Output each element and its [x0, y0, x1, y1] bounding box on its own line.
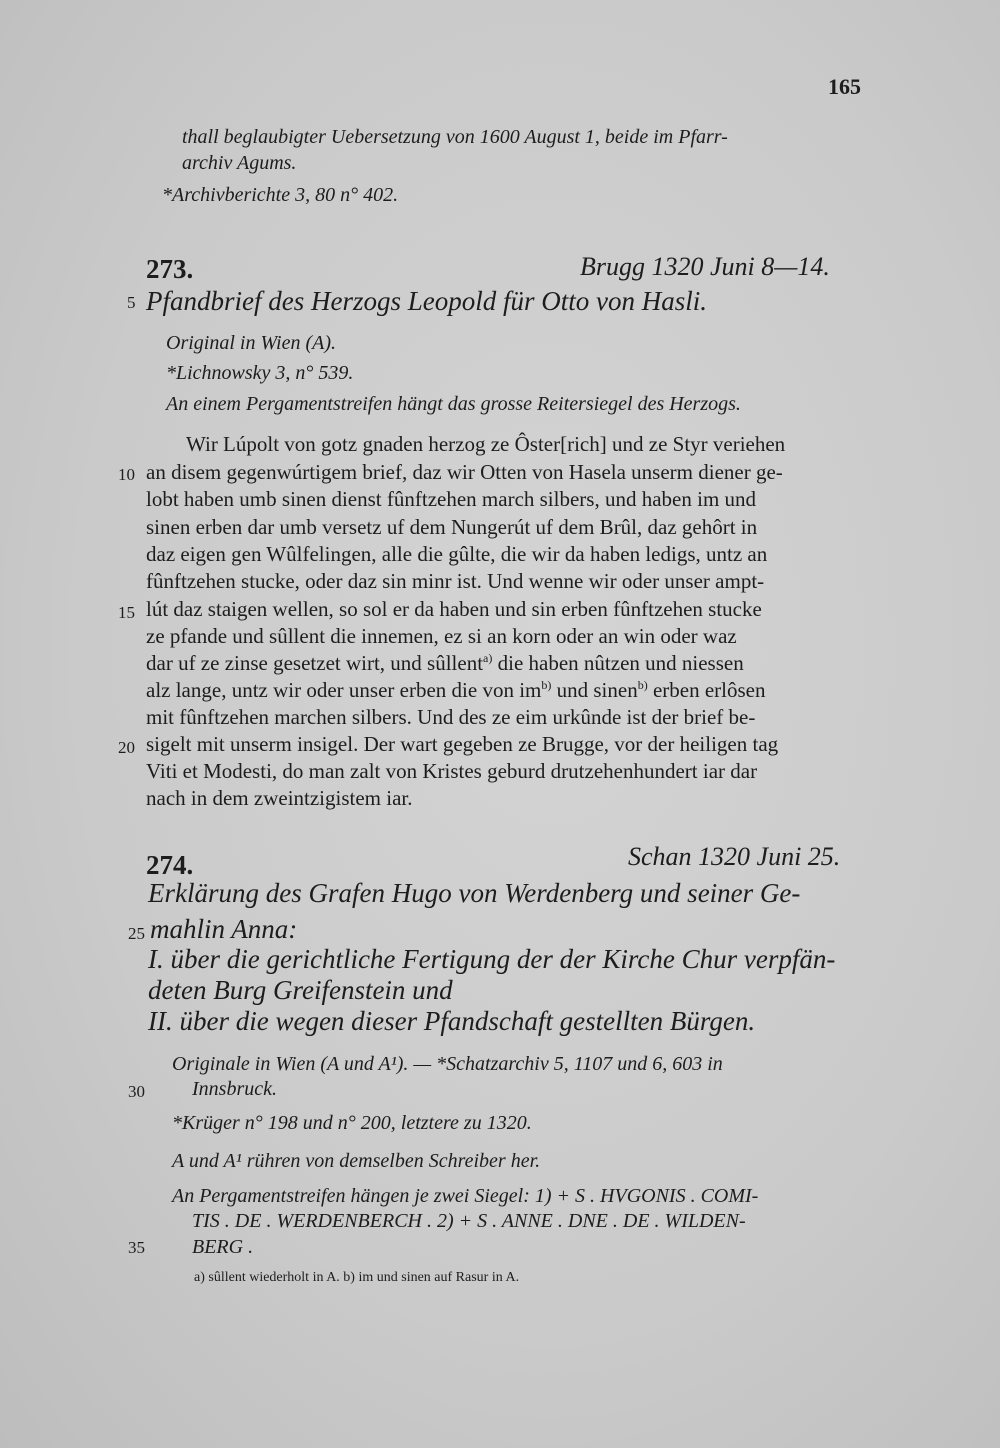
doc-274-source-4: A und A¹ rühren von demselben Schreiber her.	[172, 1150, 541, 1172]
line-number-25: 25	[128, 924, 145, 943]
doc-274-title-line: deten Burg Greifenstein und	[148, 975, 453, 1005]
doc-274-title-line: mahlin Anna:	[150, 914, 298, 944]
doc-273-text-line: ze pfande und sûllent die innemen, ez si an korn oder an win oder waz	[146, 624, 737, 648]
doc-274-source-7: BERG .	[192, 1236, 254, 1258]
doc-273-text-line: lobt haben umb sinen dienst fûnftzehen march silbers, und haben im und	[146, 487, 757, 511]
doc-273-text-line: nach in dem zweintzigistem iar.	[146, 786, 413, 810]
doc-273-text-line: Viti et Modesti, do man zalt von Kristes geburd drutzehenhundert iar dar	[146, 759, 758, 783]
doc-274-source-2: Innsbruck.	[192, 1078, 277, 1100]
doc-273-place-date: Brugg 1320 Juni 8—14.	[580, 252, 830, 281]
doc-274-title-line: I. über die gerichtliche Fertigung der der Kirche Chur verpfän-	[148, 944, 836, 974]
doc-274-source-6: TIS . DE . WERDENBERCH . 2) + S . ANNE . DNE . DE . WILDEN-	[192, 1210, 746, 1232]
line-number-10: 10	[118, 465, 135, 484]
line-number-15: 15	[118, 603, 135, 622]
doc-273-text-line: lút daz staigen wellen, so sol er da haben und sin erben fûnftzehen stucke	[146, 597, 762, 621]
doc-274-source-5: An Pergamentstreifen hängen je zwei Siegel: 1) + S . HVGONIS . COMI-	[172, 1185, 759, 1207]
doc-273-source-2: *Lichnowsky 3, n° 539.	[166, 362, 354, 384]
doc-274-source-1: Originale in Wien (A und A¹). — *Schatzarchiv 5, 1107 und 6, 603 in	[172, 1053, 723, 1075]
doc-274-place-date: Schan 1320 Juni 25.	[628, 842, 841, 871]
page-number: 165	[828, 74, 861, 99]
prev-doc-line-2: archiv Agums.	[182, 152, 297, 174]
doc-274-number: 274.	[146, 850, 194, 880]
footnote-mark-b: b)	[541, 678, 552, 692]
line-number-30: 30	[128, 1082, 145, 1101]
doc-274-title-line: II. über die wegen dieser Pfandschaft gestellten Bürgen.	[148, 1006, 756, 1036]
doc-273-text-line: fûnftzehen stucke, oder daz sin minr ist. Und wenne wir oder unser ampt-	[146, 569, 765, 593]
footnote-mark-a: a)	[483, 651, 493, 665]
doc-274-title-line: Erklärung des Grafen Hugo von Werdenberg und seiner Ge-	[148, 878, 801, 908]
doc-274-source-3: *Krüger n° 198 und n° 200, letztere zu 1320.	[172, 1112, 532, 1134]
doc-273-text-line: mit fûnftzehen marchen silbers. Und des ze eim urkûnde ist der brief be-	[146, 705, 756, 729]
doc-273-source-3: An einem Pergamentstreifen hängt das grosse Reitersiegel des Herzogs.	[166, 393, 741, 415]
doc-273-text-line: dar uf ze zinse gesetzet wirt, und sûllent$^{a)}$ die haben nûtzen und niessen	[146, 651, 744, 675]
doc-273-text-line: daz eigen gen Wûlfelingen, alle die gûlte, die wir da haben ledigs, untz an	[146, 542, 768, 566]
line-number-35: 35	[128, 1238, 145, 1257]
doc-273-text-line: Wir Lúpolt von gotz gnaden herzog ze Ôster[rich] und ze Styr veriehen	[186, 432, 786, 456]
footnote-mark-b: b)	[637, 678, 648, 692]
doc-273-title: Pfandbrief des Herzogs Leopold für Otto von Hasli.	[146, 286, 707, 316]
line-number-5: 5	[127, 293, 136, 312]
doc-273-source-1: Original in Wien (A).	[166, 332, 336, 354]
doc-273-text-line: alz lange, untz wir oder unser erben die von $im^{b)}$ und sinen$^{b)}$ erben erlôsen	[146, 678, 766, 702]
doc-273-text-line: sinen erben dar umb versetz uf dem Nungerút uf dem Brûl, daz gehôrt in	[146, 515, 758, 539]
doc-273-text-line: sigelt mit unserm insigel. Der wart gegeben ze Brugge, vor der heiligen tag	[146, 732, 779, 756]
doc-273-text-line: an disem gegenwúrtigem brief, daz wir Otten von Hasela unserm diener ge-	[146, 460, 783, 484]
line-number-20: 20	[118, 738, 135, 757]
footnotes: a) sûllent wiederholt in A. b) im und sinen auf Rasur in A.	[194, 1270, 520, 1285]
prev-doc-line-1: thall beglaubigter Uebersetzung von 1600 August 1, beide im Pfarr-	[182, 126, 728, 148]
doc-273-number: 273.	[146, 254, 194, 284]
prev-doc-reference: *Archivberichte 3, 80 n° 402.	[162, 184, 399, 206]
